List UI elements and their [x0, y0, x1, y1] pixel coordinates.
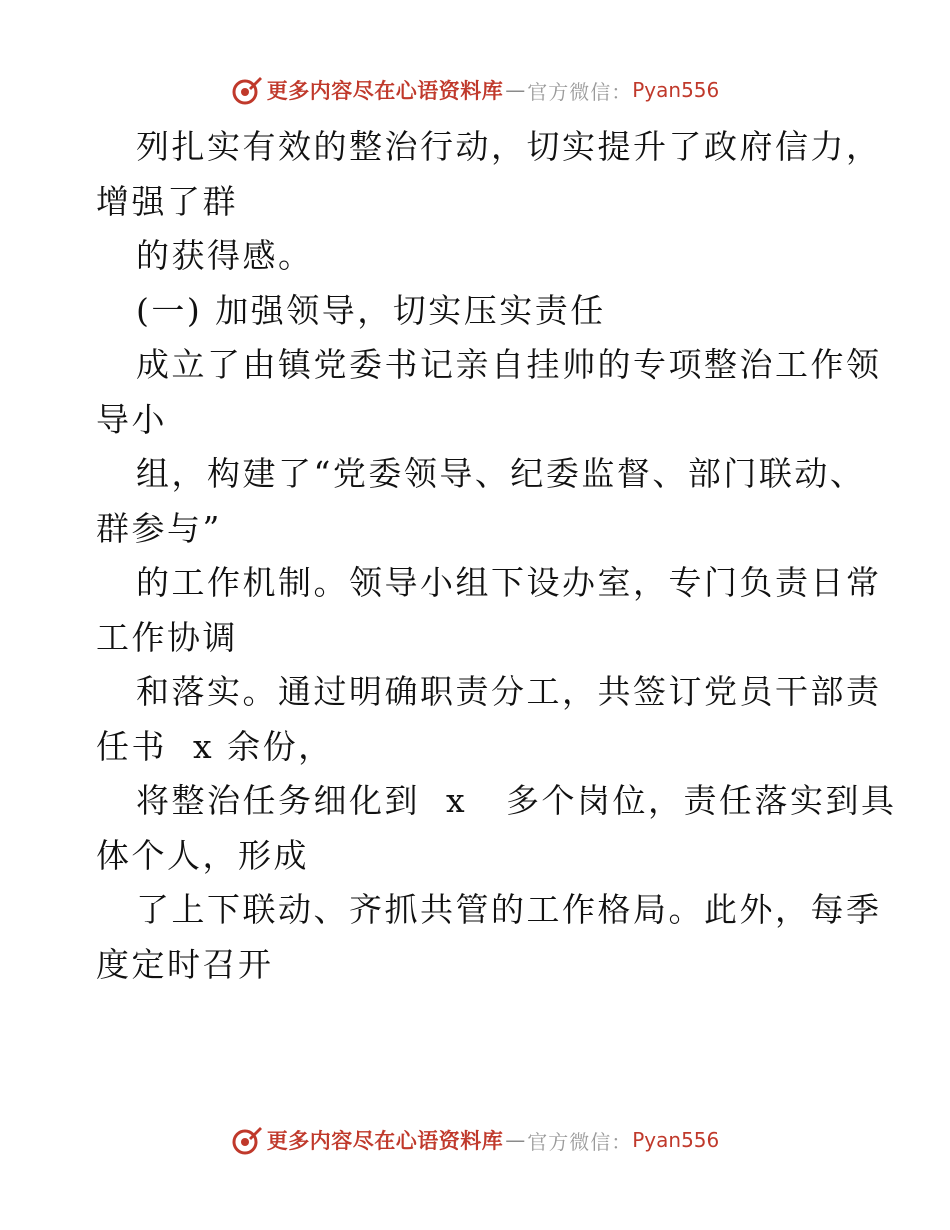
text-line: 的获得感。 — [136, 236, 314, 275]
document-body — [96, 120, 897, 992]
footer-banner — [0, 1120, 950, 1160]
text-line: 度定时召开 — [96, 944, 274, 984]
header-wechat-id: Pyan556 — [632, 78, 720, 102]
pen-logo-icon — [231, 74, 263, 106]
footer-wechat-id: Pyan556 — [632, 1128, 720, 1152]
text-line: 体个人，形成 — [96, 835, 309, 875]
text-line: 成立了由镇党委书记亲自挂帅的专项整治工作领 — [136, 345, 882, 384]
text-line: 组，构建了“党委领导、纪委监督、部门联动、 — [136, 454, 866, 493]
text-line: 了上下联动、齐抓共管的工作格局。此外，每季 — [136, 890, 882, 929]
pen-logo-icon — [231, 1124, 263, 1156]
text-line: 的工作机制。领导小组下设办室，专门负责日常 — [136, 563, 882, 602]
text-line: 导小 — [96, 399, 167, 439]
footer-promo-text: 更多内容尽在心语资料库 — [266, 1128, 504, 1153]
text-line: 和落实。通过明确职责分工，共签订党员干部责 — [136, 672, 882, 711]
footer-wechat-label: 官方微信： — [527, 1129, 633, 1154]
header-promo-text: 更多内容尽在心语资料库 — [266, 78, 504, 103]
text-line: 增强了群 — [96, 181, 238, 221]
text-line: 将整治任务细化到 x 多个岗位，责任落实到具 — [136, 781, 897, 820]
header-separator: — — [505, 78, 526, 102]
header-wechat-label: 官方微信： — [527, 79, 633, 104]
text-line: 列扎实有效的整治行动，切实提升了政府信力， — [136, 127, 882, 166]
text-line: 任书 x 余份， — [96, 726, 334, 766]
text-line: (一) 加强领导，切实压实责任 — [136, 290, 606, 330]
text-line: 群参与” — [96, 508, 222, 548]
text-line: 工作协调 — [96, 617, 238, 657]
footer-separator: — — [505, 1128, 526, 1152]
header-banner — [0, 70, 950, 110]
